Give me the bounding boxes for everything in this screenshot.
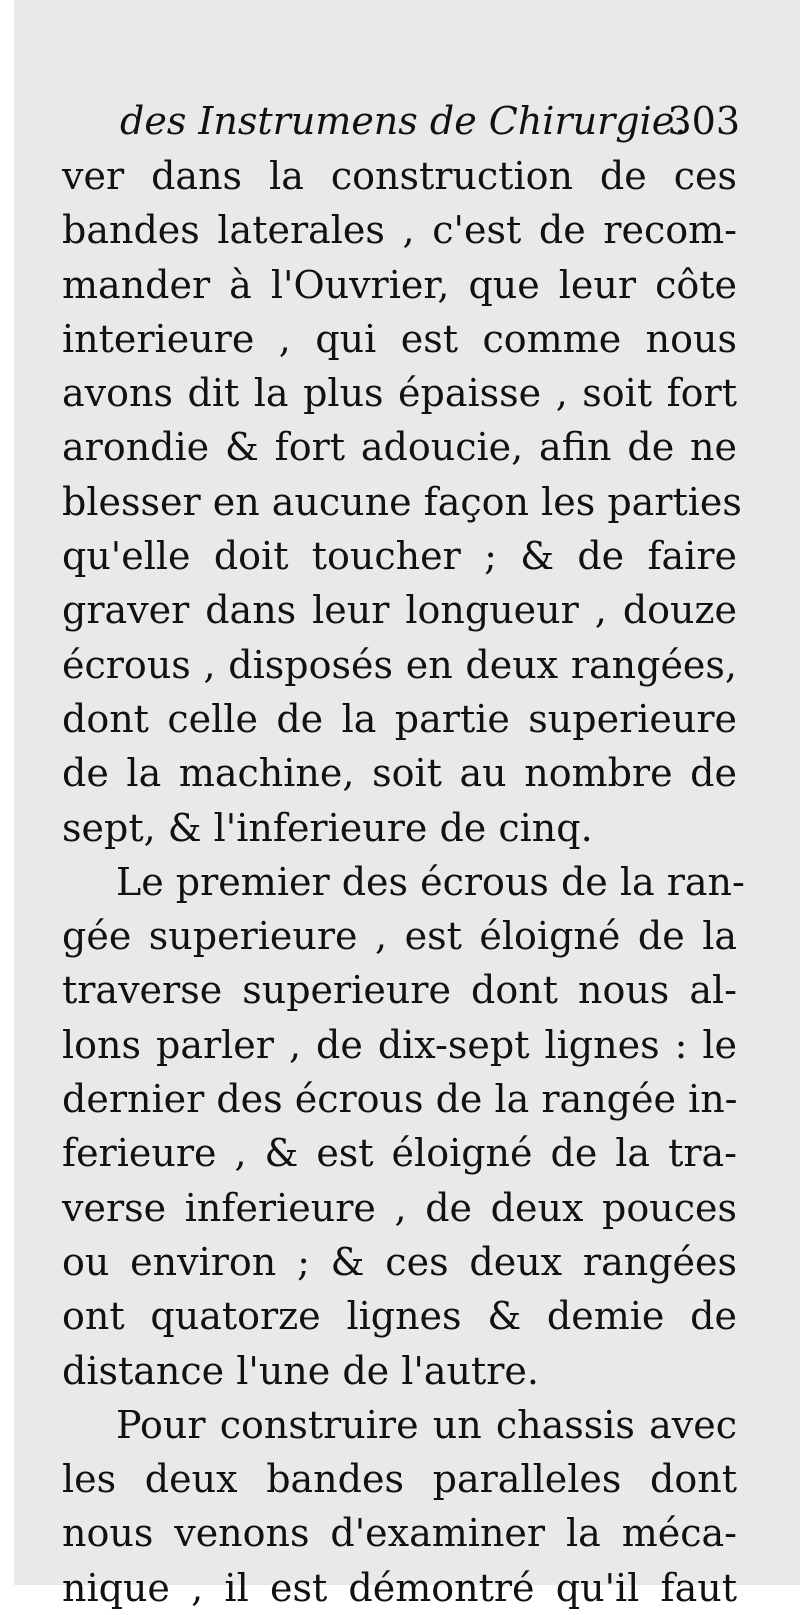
paragraph-end-line: sept, & l'inferieure de cinq. [62,805,593,850]
text-line: ver dans la construction de ces [62,154,737,198]
text-line: ferieure , & est éloigné de la tra- [62,1131,737,1176]
text-line: graver dans leur longueur , douze [62,588,737,633]
text-line: verse inferieure , de deux pouces [62,1185,737,1230]
text-line: avons dit la plus épaisse , soit fort [62,371,737,416]
running-title: des Instrumens de Chirurgie. [120,99,687,143]
text-line: arondie & fort adoucie, afin de ne [62,425,737,470]
text-line: blesser en aucune façon les parties [62,479,742,524]
text-line: écrous , disposés en deux rangées, [62,642,737,687]
text-line: dont celle de la partie superieure [62,696,737,741]
text-line: dernier des écrous de la rangée in- [62,1077,738,1122]
text-line: bandes laterales , c'est de recom- [62,208,737,253]
text-line: traverse superieure dont nous al- [62,968,737,1013]
page-number: 303 [667,99,740,143]
text-line: qu'elle doit toucher ; & de faire [62,534,737,579]
text-line: interieure , qui est comme nous [62,316,737,361]
paragraph-start-line: Le premier des écrous de la ran- [116,859,745,904]
text-line: nique , il est démontré qu'il faut [62,1565,737,1610]
text-line: mander à l'Ouvrier, que leur côte [62,262,737,307]
text-line: les deux bandes paralleles dont [62,1457,737,1502]
text-line: de la machine, soit au nombre de [62,751,737,796]
text-line: nous venons d'examiner la méca- [62,1511,737,1556]
page-header [120,96,740,146]
text-line: gée superieure , est éloigné de la [62,914,737,959]
text-line: lons parler , de dix-sept lignes : le [62,1022,737,1067]
paragraph-end-line: distance l'une de l'autre. [62,1348,539,1393]
paragraph-start-line: Pour construire un chassis avec [116,1402,737,1447]
text-line: ou environ ; & ces deux rangées [62,1239,737,1284]
text-line: ont quatorze lignes & demie de [62,1294,737,1339]
body-text [62,149,745,1615]
page-edge [0,0,14,1585]
